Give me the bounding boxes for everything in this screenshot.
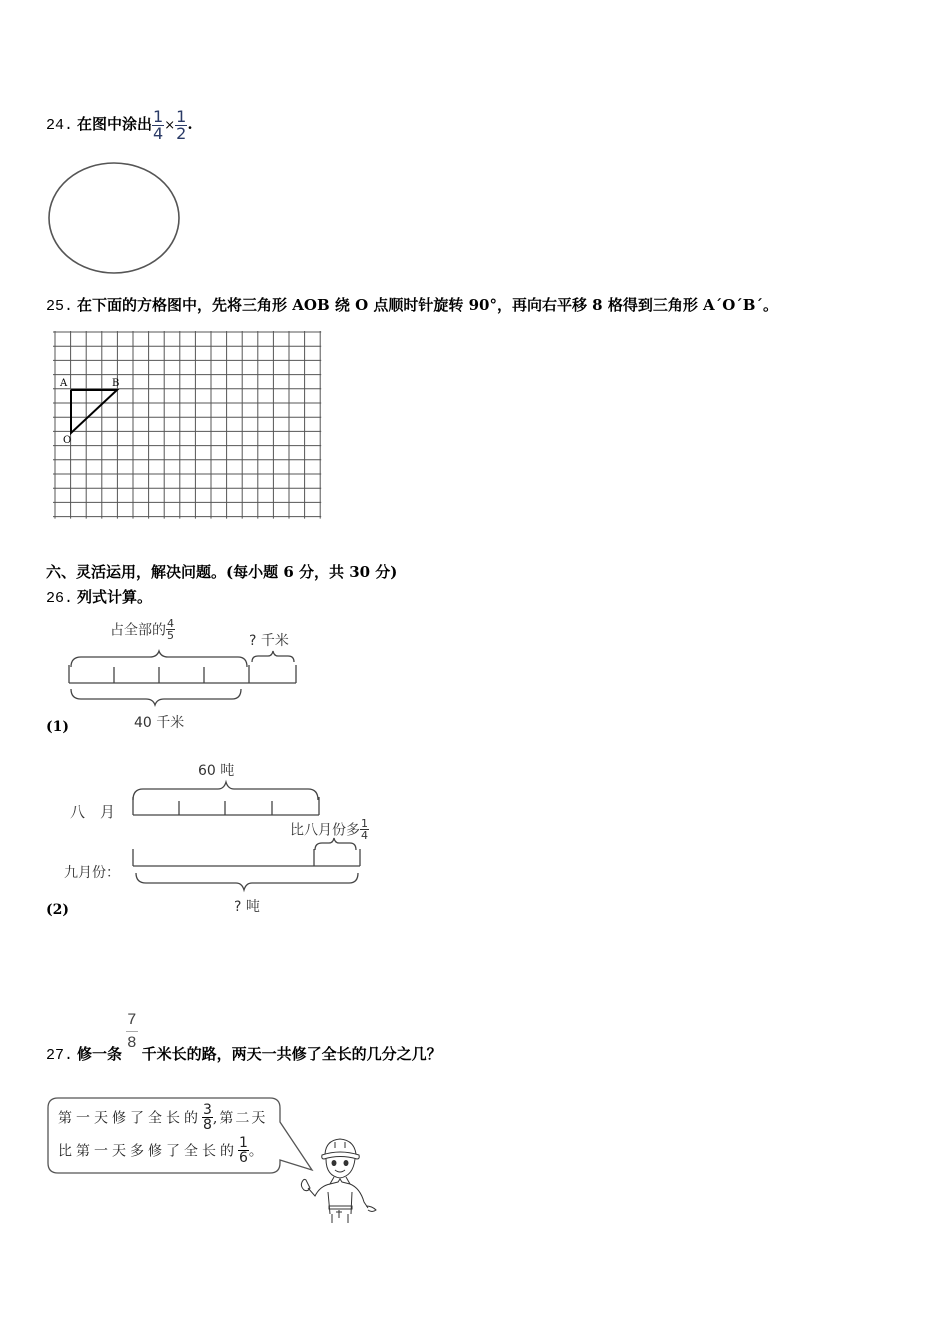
fraction: $\frac{4}{5}$ [167, 617, 174, 642]
diagram2-top-label: 60 吨 [198, 763, 235, 779]
diagram1-top-label: 占全部的 $\frac{4}{5}$ [110, 617, 174, 642]
fraction: $\frac{1}{4}$ [153, 106, 164, 143]
september-label: 九月份： [64, 865, 120, 881]
diagram1-bottom-label: 40 千米 [134, 715, 185, 731]
question-number: 25. [46, 298, 74, 315]
question-number: 24. [46, 117, 74, 134]
bubble-line-2: 比第一天多修了全长的 $\frac{1}{6}$ 。 [58, 1135, 267, 1166]
question-number: 27. [46, 1046, 74, 1064]
point-label-b: B [112, 378, 120, 389]
diagram2-bottom-label: ? 吨 [234, 899, 260, 915]
point-label-o: O [63, 435, 72, 446]
fraction: $\frac{3}{8}$ [203, 1102, 212, 1133]
part-2-label: (2) [46, 902, 69, 918]
fraction: $\frac{1}{4}$ [361, 817, 368, 842]
question-number: 26. [46, 590, 74, 607]
point-label-a: A [60, 378, 68, 389]
question-27: 27. 修一条 $\frac{7}{8}$ 千米长的路，两天一共修了全长的几分之几？ [46, 1011, 442, 1064]
bubble-line-1: 第一天修了全长的 $\frac{3}{8}$ ,第二天 [58, 1102, 268, 1133]
times-sign: × [164, 118, 176, 133]
fraction: $\frac{1}{6}$ [239, 1135, 248, 1166]
fraction: $\frac{7}{8}$ [127, 1011, 137, 1052]
question-text: 在图中涂出 [77, 115, 153, 133]
question-24: 24. 在图中涂出 $\frac{1}{4}$ × $\frac{1}{2}$ . [46, 106, 193, 143]
question-text: 在下面的方格图中，先将三角形 AOB 绕 O 点顺时针旋转 90°，再向右平移 8 格得到三角形 A´O´B´。 [77, 296, 778, 314]
august-label: 八 月 [70, 803, 116, 821]
part-1-label: (1) [46, 719, 69, 735]
diagram1-unknown-label: ? 千米 [249, 633, 289, 649]
worker-character-illustration [290, 1130, 380, 1225]
fraction: $\frac{1}{2}$ [176, 106, 187, 143]
diagram2-more-label: 比八月份多 $\frac{1}{4}$ [290, 817, 368, 842]
section-6-title: 六、灵活运用，解决问题。(每小题 6 分，共 30 分) [46, 563, 398, 581]
question-text: 列式计算。 [77, 588, 153, 606]
